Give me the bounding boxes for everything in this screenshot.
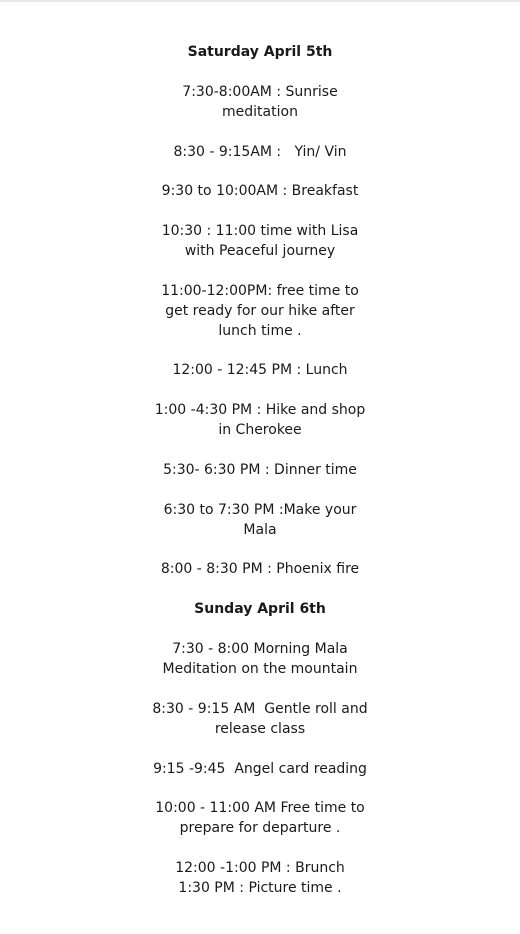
- schedule-line: 8:30 - 9:15AM : Yin/ Vin: [173, 144, 347, 160]
- schedule-line: 9:15 -9:45 Angel card reading: [153, 761, 367, 777]
- schedule-line: 5:30- 6:30 PM : Dinner time: [163, 462, 357, 478]
- day-heading-sunday: Sunday April 6th: [194, 601, 326, 617]
- schedule-line: 10:30 : 11:00 time with Lisa: [161, 223, 359, 239]
- schedule-line: meditation: [222, 104, 298, 120]
- schedule-line: 12:00 -1:00 PM : Brunch: [175, 860, 345, 876]
- schedule-line: Meditation on the mountain: [162, 661, 358, 677]
- schedule-line: 12:00 - 12:45 PM : Lunch: [172, 362, 348, 378]
- schedule-line: 8:00 - 8:30 PM : Phoenix fire: [160, 561, 360, 577]
- schedule-line: 8:30 - 9:15 AM Gentle roll and: [152, 701, 368, 717]
- schedule-line: 11:00-12:00PM: free time to: [161, 283, 359, 299]
- schedule-line: in Cherokee: [218, 422, 302, 438]
- schedule-line: prepare for departure .: [179, 820, 341, 836]
- schedule-line: 7:30-8:00AM : Sunrise: [182, 84, 338, 100]
- schedule-line: 1:30 PM : Picture time .: [178, 880, 342, 896]
- schedule-line: with Peaceful journey: [184, 243, 336, 259]
- day-heading-saturday: Saturday April 5th: [187, 44, 333, 60]
- schedule-line: 10:00 - 11:00 AM Free time to: [155, 800, 365, 816]
- schedule-line: 7:30 - 8:00 Morning Mala: [172, 641, 348, 657]
- schedule-line: 6:30 to 7:30 PM :Make your: [163, 502, 357, 518]
- schedule-line: get ready for our hike after: [165, 303, 355, 319]
- schedule-line: release class: [214, 721, 306, 737]
- schedule-line: 1:00 -4:30 PM : Hike and shop: [154, 402, 366, 418]
- schedule-line: 9:30 to 10:00AM : Breakfast: [161, 183, 359, 199]
- schedule-line: Mala: [243, 522, 277, 538]
- top-divider: [0, 0, 520, 2]
- schedule-line: lunch time .: [218, 323, 302, 339]
